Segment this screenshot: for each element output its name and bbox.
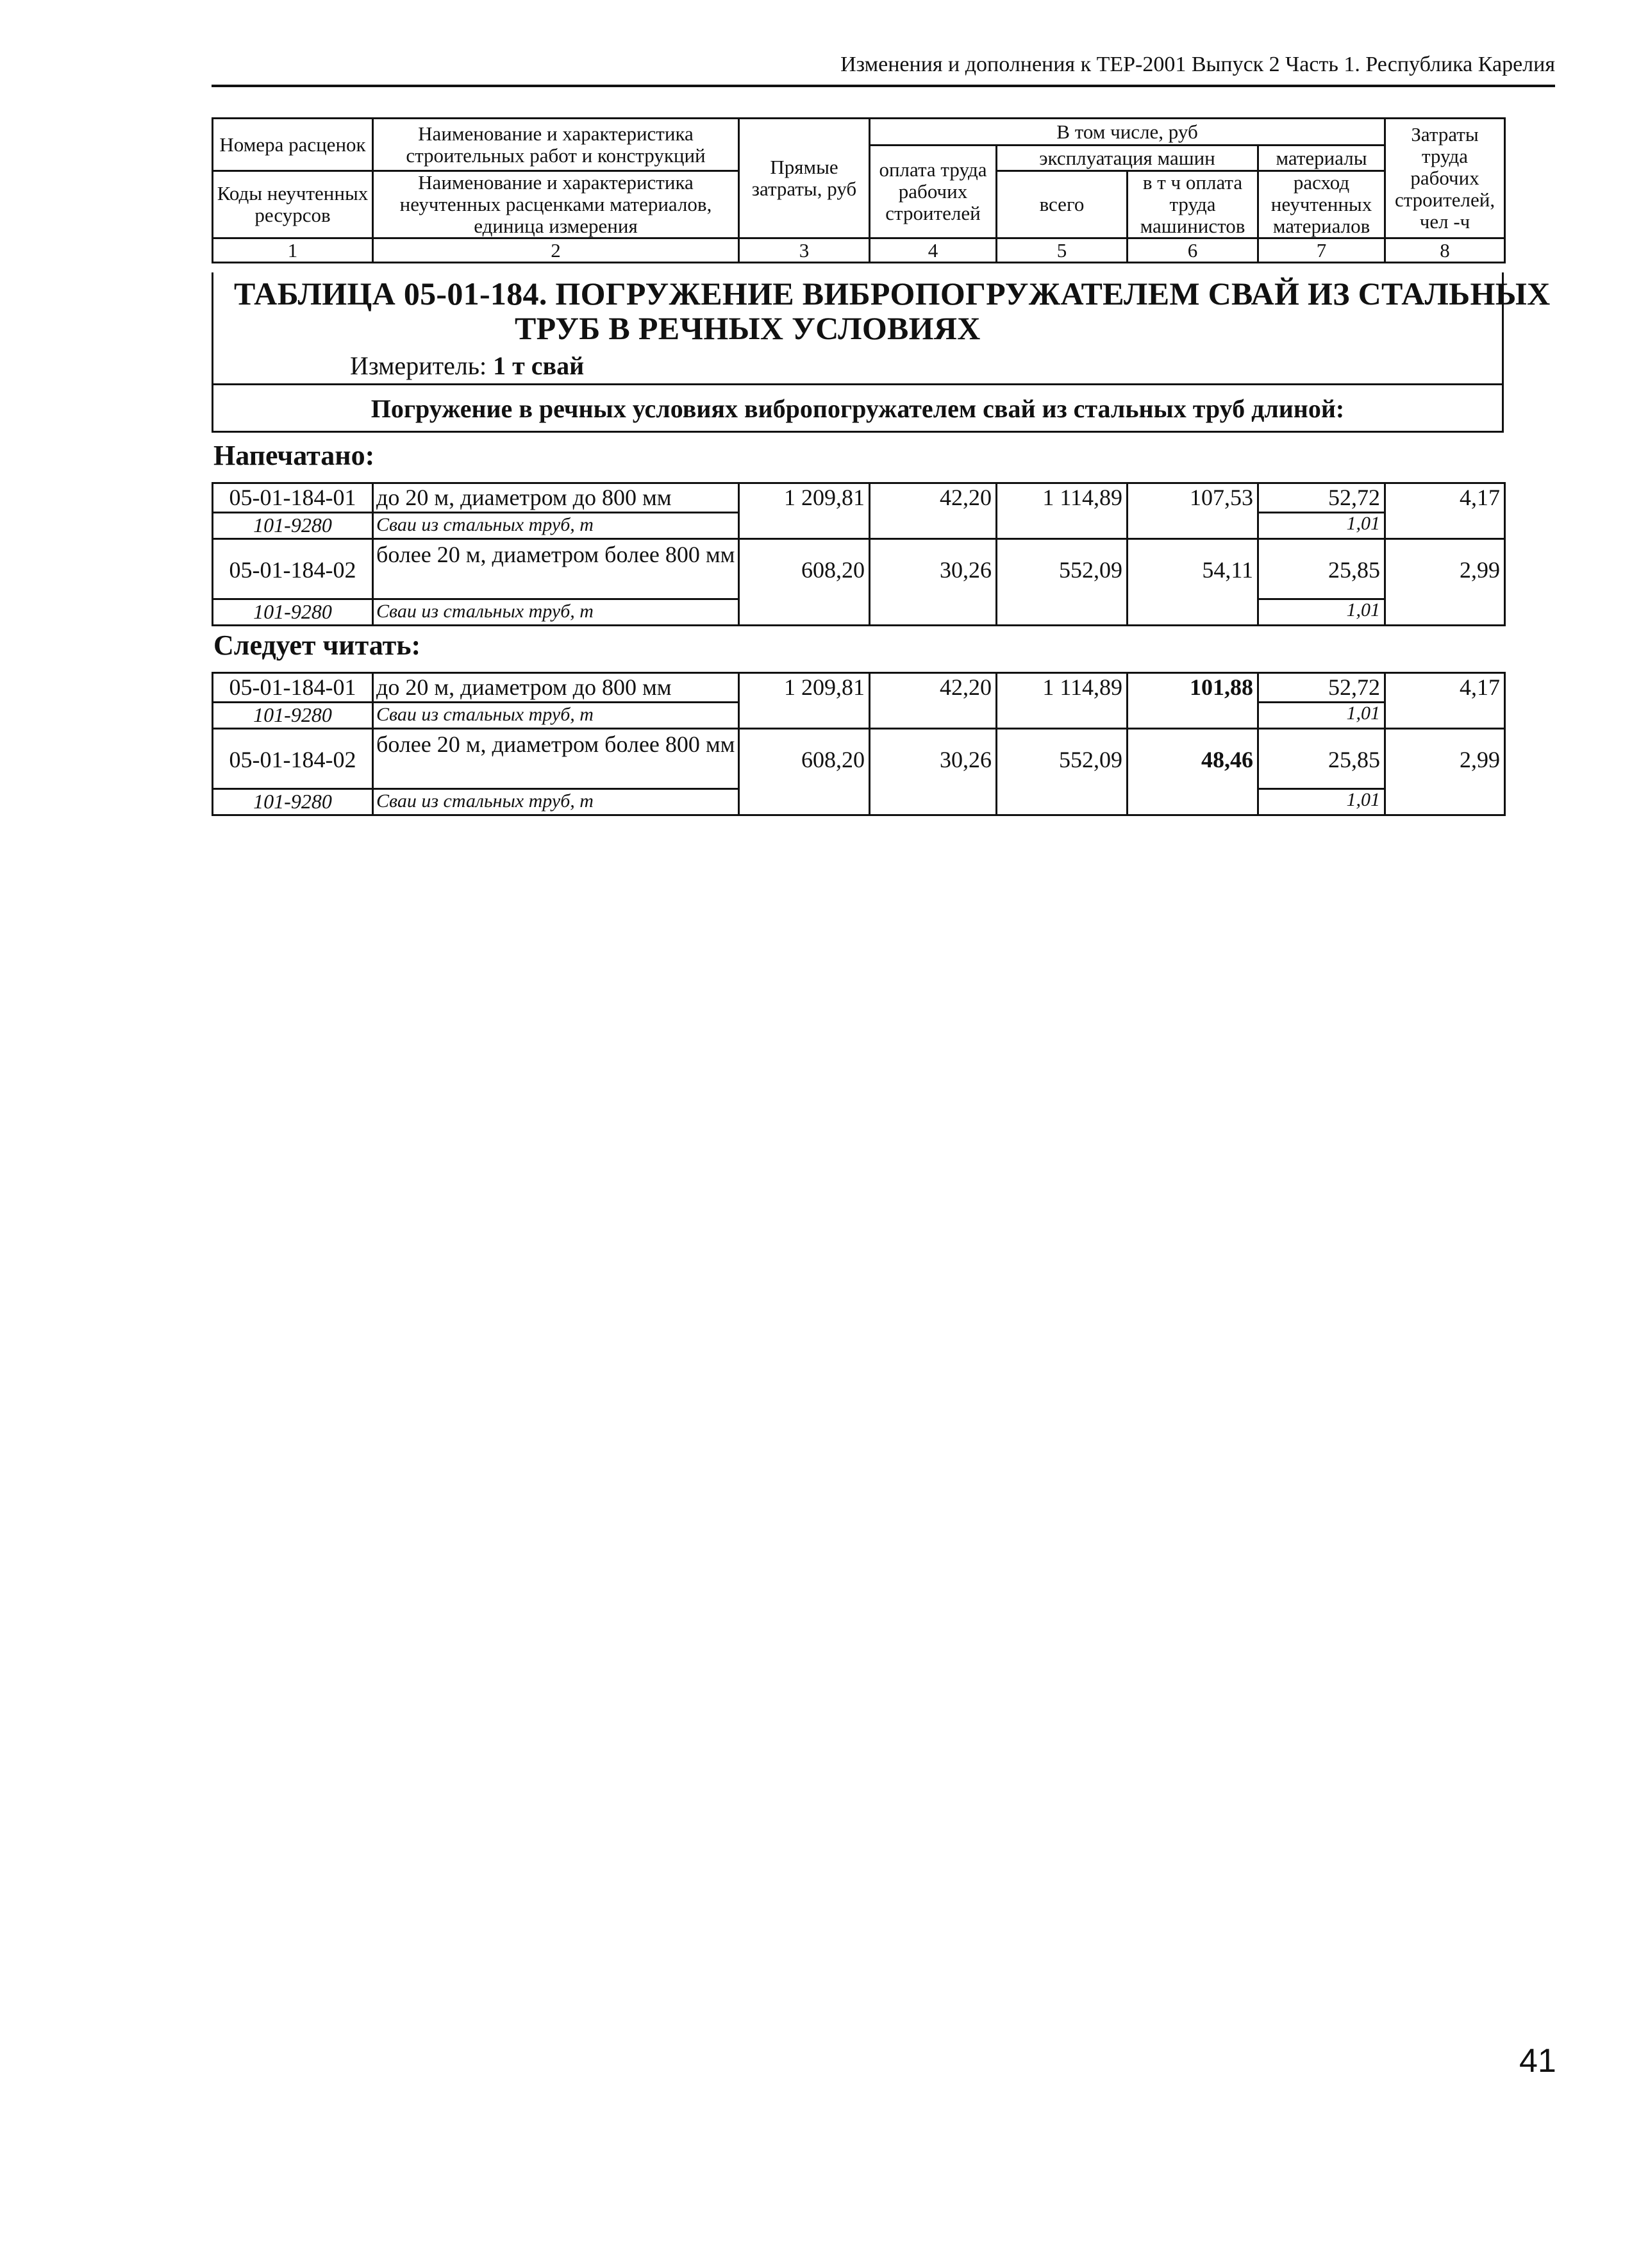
work-name: до 20 м, диаметром до 800 мм	[373, 483, 739, 513]
header-material-name: Наименование и характеристика неучтенных расценками материалов, единица измерения	[373, 171, 739, 238]
section-heading: Погружение в речных условиях вибропогружателем свай из стальных труб длиной:	[371, 394, 1345, 423]
header-labor-hours: Затраты труда рабочих строителей, чел -ч	[1385, 119, 1505, 238]
rate-code: 05-01-184-02	[213, 729, 373, 789]
table-row	[213, 539, 1505, 599]
work-name: более 20 м, диаметром более 800 мм	[373, 539, 739, 599]
correct-label: Следует читать:	[213, 630, 421, 661]
direct-costs: 608,20	[739, 539, 870, 626]
column-number: 6	[1128, 238, 1258, 263]
rate-code: 05-01-184-01	[213, 483, 373, 513]
header-machines-total: всего	[997, 171, 1128, 238]
table-row	[213, 483, 1505, 513]
resource-code: 101-9280	[213, 703, 373, 729]
materials: 52,72	[1258, 483, 1385, 513]
header-resource-codes: Коды неучтенных ресурсов	[213, 171, 373, 238]
column-number: 4	[870, 238, 997, 263]
machines-total: 552,09	[997, 729, 1128, 815]
materials: 25,85	[1258, 539, 1385, 599]
material-usage: 1,01	[1258, 513, 1385, 539]
column-number: 8	[1385, 238, 1505, 263]
material-usage: 1,01	[1258, 789, 1385, 815]
direct-costs: 1 209,81	[739, 673, 870, 729]
operator-wages: 54,11	[1128, 539, 1258, 626]
header-material-usage: расход неучтенных материалов	[1258, 171, 1385, 238]
work-name: до 20 м, диаметром до 800 мм	[373, 673, 739, 703]
operator-wages: 107,53	[1128, 483, 1258, 539]
table-row	[213, 729, 1505, 789]
unit-of-measure	[350, 351, 584, 381]
machines-total: 1 114,89	[997, 673, 1128, 729]
worker-wages: 30,26	[870, 539, 997, 626]
materials: 52,72	[1258, 673, 1385, 703]
machines-total: 552,09	[997, 539, 1128, 626]
worker-wages: 42,20	[870, 483, 997, 539]
header-including: В том числе, руб	[870, 119, 1385, 146]
running-header: Изменения и дополнения к ТЕР-2001 Выпуск 2 Часть 1. Республика Карелия	[840, 53, 1555, 76]
labor-hours: 2,99	[1385, 729, 1505, 815]
materials: 25,85	[1258, 729, 1385, 789]
resource-name: Сваи из стальных труб, т	[373, 513, 739, 539]
column-number: 7	[1258, 238, 1385, 263]
direct-costs: 1 209,81	[739, 483, 870, 539]
header-worker-wages: оплата труда рабочих строителей	[870, 146, 997, 238]
column-number: 3	[739, 238, 870, 263]
rate-code: 05-01-184-01	[213, 673, 373, 703]
resource-name: Сваи из стальных труб, т	[373, 599, 739, 626]
header-materials: материалы	[1258, 146, 1385, 171]
column-number: 5	[997, 238, 1128, 263]
direct-costs: 608,20	[739, 729, 870, 815]
unit-value: 1 т свай	[493, 351, 585, 380]
labor-hours: 4,17	[1385, 483, 1505, 539]
unit-label: Измеритель:	[350, 351, 487, 380]
resource-code: 101-9280	[213, 789, 373, 815]
worker-wages: 42,20	[870, 673, 997, 729]
section-heading-box	[212, 383, 1504, 433]
worker-wages: 30,26	[870, 729, 997, 815]
work-name: более 20 м, диаметром более 800 мм	[373, 729, 739, 789]
material-usage: 1,01	[1258, 703, 1385, 729]
column-number: 1	[213, 238, 373, 263]
printed-label: Напечатано:	[213, 440, 375, 471]
table-column-header	[212, 117, 1506, 263]
correct-table	[212, 672, 1506, 816]
operator-wages: 101,88	[1128, 673, 1258, 729]
header-direct-costs: Прямые затраты, руб	[739, 119, 870, 238]
resource-name: Сваи из стальных труб, т	[373, 703, 739, 729]
resource-code: 101-9280	[213, 599, 373, 626]
table-title-box	[212, 272, 1551, 385]
header-operator-wages: в т ч оплата труда машинистов	[1128, 171, 1258, 238]
table-title-continued: ТРУБ В РЕЧНЫХ УСЛОВИЯХ	[515, 310, 981, 346]
column-number: 2	[373, 238, 739, 263]
page-number: 41	[1519, 2042, 1556, 2080]
operator-wages: 48,46	[1128, 729, 1258, 815]
resource-name: Сваи из стальных труб, т	[373, 789, 739, 815]
material-usage: 1,01	[1258, 599, 1385, 626]
labor-hours: 2,99	[1385, 539, 1505, 626]
printed-table	[212, 482, 1506, 626]
table-title: ТАБЛИЦА 05-01-184. ПОГРУЖЕНИЕ ВИБРОПОГРУЖАТЕЛЕМ СВАЙ ИЗ СТАЛЬНЫХ	[234, 276, 1551, 312]
labor-hours: 4,17	[1385, 673, 1505, 729]
rate-code: 05-01-184-02	[213, 539, 373, 599]
machines-total: 1 114,89	[997, 483, 1128, 539]
header-machine-operation: эксплуатация машин	[997, 146, 1258, 171]
table-row	[213, 673, 1505, 703]
header-rate-numbers: Номера расценок	[213, 119, 373, 171]
header-work-name: Наименование и характеристика строительных работ и конструкций	[373, 119, 739, 171]
header-column-numbers	[213, 238, 1505, 263]
header-rule	[212, 85, 1555, 87]
resource-code: 101-9280	[213, 513, 373, 539]
